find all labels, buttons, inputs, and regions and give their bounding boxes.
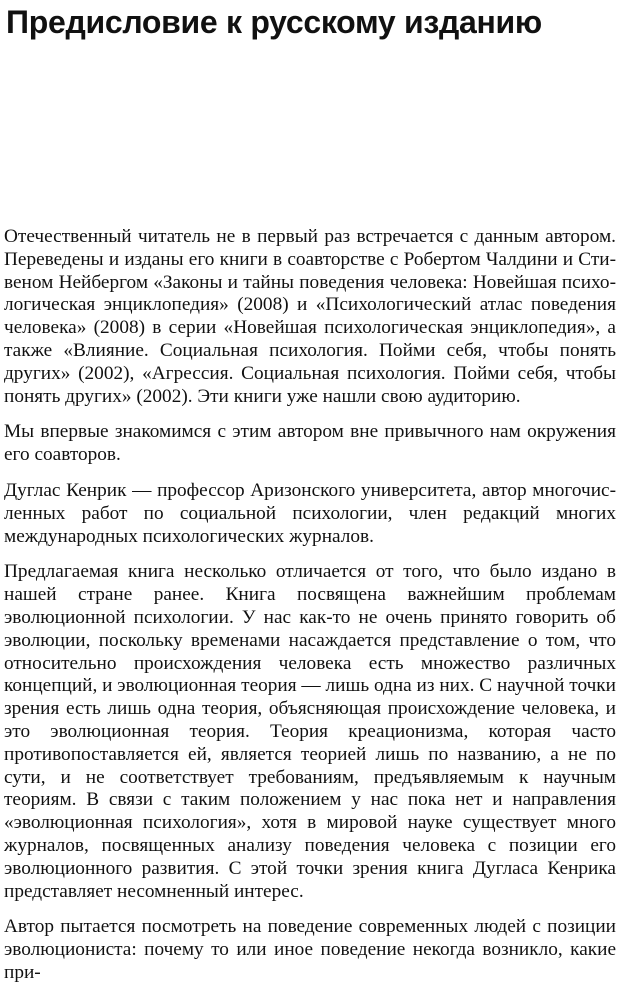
paragraph-3: Дуглас Кенрик — профессор Аризонского университета, автор многочисленных работ по социальной психологии, член редакций многих международных психологических журналов. (4, 479, 616, 547)
paragraph-1: Отечественный читатель не в первый раз встречается с данным автором. Переведены и изданы его книги в соавторстве с Робертом Чалдини и Стивеном Нейбергом «Законы и тайны поведения человека: Новейшая психологическая энциклопедия» (2008) и «Психологический атлас поведения человека» (2008) в серии «Новейшая психологическая энциклопедия», а также «Влияние. Социальная психология. Пойми себя, чтобы понять других» (2002), «Агрессия. Социальная психология. Пойми себя, чтобы понять других» (2002). Эти книги уже нашли свою аудиторию. (4, 226, 616, 407)
paragraph-2: Мы впервые знакомимся с этим автором вне привычного нам окружения его соавторов. (4, 421, 616, 466)
paragraph-4: Предлагаемая книга несколько отличается от того, что было издано в нашей стране ранее. Книга посвящена важнейшим проблемам эволюционной психологии. У нас как-то не очень принято говорить об эволюции, поскольку временами насаждается представление о том, что относительно происхождения человека есть множество различных концепций, и эволюционная теория — лишь одна из них. С научной точки зрения есть лишь одна теория, объясняющая происхождение человека, и это эволюционная теория. Теория креационизма, которая часто противопоставляется ей, является теорией лишь по названию, а не по сути, и не соответствует требованиям, предъявляемым к научным теориям. В связи с таким положением у нас пока нет и направления «эволюционная психология», хотя в мировой науке существует много журналов, посвященных анализу поведения человека с позиции его эволюционного развития. С этой точки зрения книга Дугласа Кенрика представляет несомненный интерес. (4, 561, 616, 902)
page-title: Предисловие к русскому изданию (6, 4, 542, 40)
paragraph-5: Автор пытается посмотреть на поведение современных людей с позиции эволюциониста: почему то или иное поведение некогда возникло, какие при- (4, 916, 616, 983)
body-text (4, 226, 616, 998)
